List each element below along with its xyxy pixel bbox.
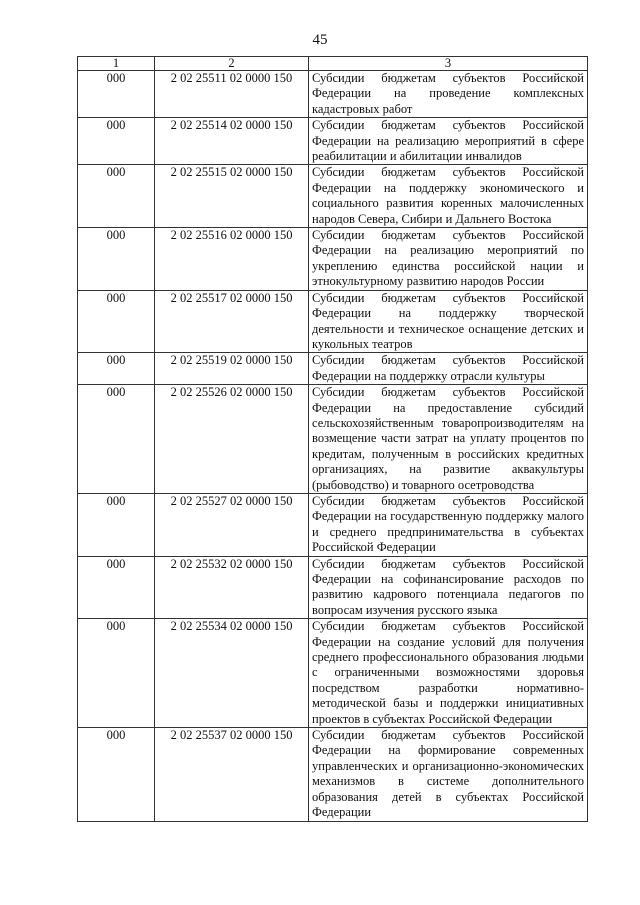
table-row [78,353,588,385]
description-cell: Субсидии бюджетам субъектов Российской Федерации на предоставление субсидий сельскохозяйственным товаропроизводителям на возмещение части затрат на уплату процентов по кредитам, полученным в российских кредитных организациях, на развитие аквакультуры (рыбоводство) и товарного осетроводства [309,385,588,494]
admin-code-cell: 000 [78,353,155,385]
table-row [78,493,588,556]
table-row [78,385,588,494]
budget-code-cell: 2 02 25514 02 0000 150 [155,118,309,165]
description-cell: Субсидии бюджетам субъектов Российской Федерации на реализацию мероприятий в сфере реабилитации и абилитации инвалидов [309,118,588,165]
description-cell: Субсидии бюджетам субъектов Российской Федерации на формирование современных управленческих и организационно-экономических механизмов в системе дополнительного образования детей в субъектах Российской Федерации [309,728,588,821]
admin-code-cell: 000 [78,71,155,118]
budget-code-cell: 2 02 25534 02 0000 150 [155,619,309,728]
admin-code-cell: 000 [78,290,155,353]
budget-classification-table [77,56,588,822]
table-row [78,556,588,619]
description-cell: Субсидии бюджетам субъектов Российской Федерации на реализацию мероприятий по укреплению единства российской нации и этнокультурному развитию народов России [309,228,588,291]
description-cell: Субсидии бюджетам субъектов Российской Федерации на поддержку отрасли культуры [309,353,588,385]
budget-code-cell: 2 02 25517 02 0000 150 [155,290,309,353]
table-row [78,118,588,165]
budget-code-cell: 2 02 25516 02 0000 150 [155,228,309,291]
description-cell: Субсидии бюджетам субъектов Российской Федерации на проведение комплексных кадастровых работ [309,71,588,118]
table-row [78,619,588,728]
table-header-row [78,57,588,71]
budget-code-cell: 2 02 25527 02 0000 150 [155,493,309,556]
table-row [78,165,588,228]
column-header: 3 [309,57,588,71]
column-header: 1 [78,57,155,71]
description-cell: Субсидии бюджетам субъектов Российской Федерации на софинансирование расходов по развитию кадрового потенциала педагогов по вопросам изучения русского языка [309,556,588,619]
admin-code-cell: 000 [78,118,155,165]
admin-code-cell: 000 [78,556,155,619]
table-row [78,71,588,118]
table-row [78,228,588,291]
budget-code-cell: 2 02 25537 02 0000 150 [155,728,309,821]
description-cell: Субсидии бюджетам субъектов Российской Федерации на поддержку творческой деятельности и техническое оснащение детских и кукольных театров [309,290,588,353]
column-header: 2 [155,57,309,71]
admin-code-cell: 000 [78,728,155,821]
admin-code-cell: 000 [78,493,155,556]
description-cell: Субсидии бюджетам субъектов Российской Федерации на поддержку экономического и социального развития коренных малочисленных народов Севера, Сибири и Дальнего Востока [309,165,588,228]
budget-code-cell: 2 02 25519 02 0000 150 [155,353,309,385]
budget-code-cell: 2 02 25515 02 0000 150 [155,165,309,228]
admin-code-cell: 000 [78,619,155,728]
budget-code-cell: 2 02 25511 02 0000 150 [155,71,309,118]
admin-code-cell: 000 [78,385,155,494]
admin-code-cell: 000 [78,165,155,228]
budget-code-cell: 2 02 25532 02 0000 150 [155,556,309,619]
table-row [78,290,588,353]
table-row [78,728,588,821]
admin-code-cell: 000 [78,228,155,291]
page-number: 45 [312,32,328,48]
budget-code-cell: 2 02 25526 02 0000 150 [155,385,309,494]
description-cell: Субсидии бюджетам субъектов Российской Федерации на государственную поддержку малого и среднего предпринимательства в субъектах Российской Федерации [309,493,588,556]
description-cell: Субсидии бюджетам субъектов Российской Федерации на создание условий для получения среднего профессионального образования людьми с ограниченными возможностями здоровья посредством разработки нормативно-методической базы и поддержки инициативных проектов в субъектах Российской Федерации [309,619,588,728]
